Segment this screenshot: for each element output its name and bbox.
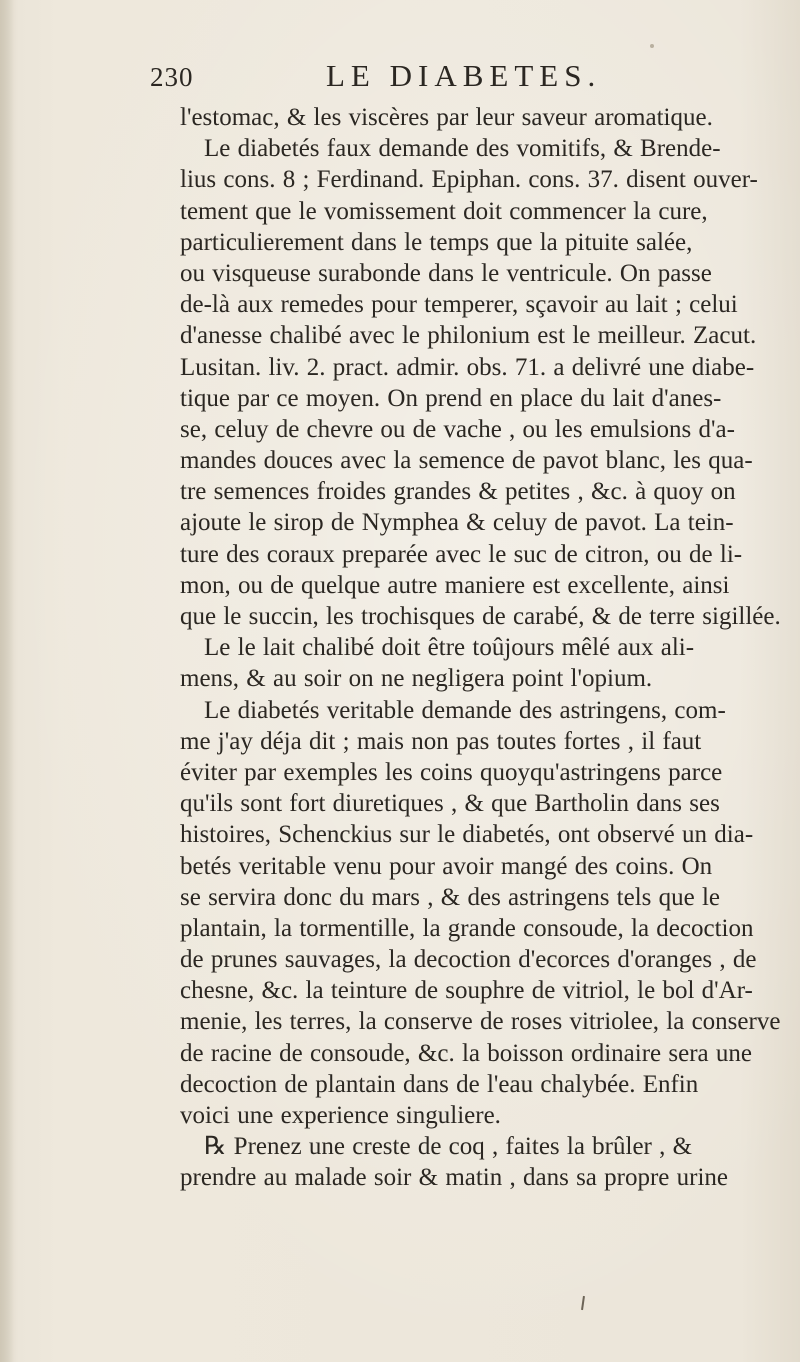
recipe-line: ℞ Prenez une creste de coq , faites la brûler , &: [204, 1133, 693, 1161]
text-line: plantain, la tormentille, la grande consoude, la decoction: [180, 914, 754, 942]
body-text: [180, 102, 781, 1194]
text-line: de prunes sauvages, la decoction d'ecorces d'oranges , de: [180, 946, 757, 974]
text-line: betés veritable venu pour avoir mangé des coins. On: [180, 852, 713, 880]
text-line: lius cons. 8 ; Ferdinand. Epiphan. cons. 37. disent ouver-: [180, 166, 758, 194]
ink-speck: [650, 44, 654, 48]
text-line: tique par ce moyen. On prend en place du lait d'anes-: [180, 384, 722, 412]
text-line: éviter par exemples les coins quoyqu'astringens parce: [180, 758, 723, 786]
text-line: se servira donc du mars , & des astringens tels que le: [180, 883, 721, 911]
text-line: mens, & au soir on ne negligera point l'opium.: [180, 665, 653, 693]
text-line: particulierement dans le temps que la pituite salée,: [180, 228, 693, 256]
text-line: se, celuy de chevre ou de vache , ou les emulsions d'a-: [180, 415, 735, 443]
text-line: de racine de consoude, &c. la boisson ordinaire sera une: [180, 1039, 752, 1067]
text-line: voici une experience singuliere.: [180, 1102, 501, 1129]
text-line: Le le lait chalibé doit être toûjours mêlé aux ali-: [204, 634, 695, 662]
text-line: chesne, &c. la teinture de souphre de vitriol, le bol d'Ar-: [180, 977, 753, 1005]
running-title: LE DIABETES.: [326, 58, 602, 93]
text-line: mon, ou de quelque autre maniere est excellente, ainsi: [180, 571, 730, 599]
page-gutter-shadow: [0, 0, 14, 1362]
text-line: qu'ils sont fort diuretiques , & que Bartholin dans ses: [180, 790, 720, 818]
text-line: ou visqueuse surabonde dans le ventricule. On passe: [180, 259, 712, 287]
page-number: 230: [150, 62, 194, 92]
page-header: [150, 58, 630, 100]
text-line: mandes douces avec la semence de pavot blanc, les qua-: [180, 447, 753, 475]
ink-stroke: [581, 1296, 585, 1310]
text-line: de-là aux remedes pour temperer, sçavoir au lait ; celui: [180, 291, 738, 319]
text-line: me j'ay déja dit ; mais non pas toutes fortes , il faut: [180, 727, 702, 755]
text-line: ture des coraux preparée avec le suc de citron, ou de li-: [180, 540, 743, 568]
text-line: ajoute le sirop de Nymphea & celuy de pavot. La tein-: [180, 509, 734, 537]
text-line: d'anesse chalibé avec le philonium est le meilleur. Zacut.: [180, 322, 757, 350]
text-line: Le diabetés veritable demande des astringens, com-: [204, 696, 726, 724]
text-line: histoires, Schenckius sur le diabetés, ont observé un dia-: [180, 821, 754, 849]
recipe-line: prendre au malade soir & matin , dans sa propre urine: [180, 1164, 729, 1192]
text-line: menie, les terres, la conserve de roses vitriolee, la conserve: [180, 1008, 781, 1036]
text-line: tement que le vomissement doit commencer la cure,: [180, 197, 708, 225]
text-line: Le diabetés faux demande des vomitifs, & Brende-: [204, 135, 721, 163]
text-line: l'estomac, & les viscères par leur saveur aromatique.: [180, 104, 713, 131]
text-line: tre semences froides grandes & petites , &c. à quoy on: [180, 478, 736, 506]
text-line: decoction de plantain dans de l'eau chalybée. Enfin: [180, 1070, 699, 1098]
text-line: Lusitan. liv. 2. pract. admir. obs. 71. a delivré une diabe-: [180, 353, 755, 381]
text-line: que le succin, les trochisques de carabé, & de terre sigillée.: [180, 603, 781, 630]
